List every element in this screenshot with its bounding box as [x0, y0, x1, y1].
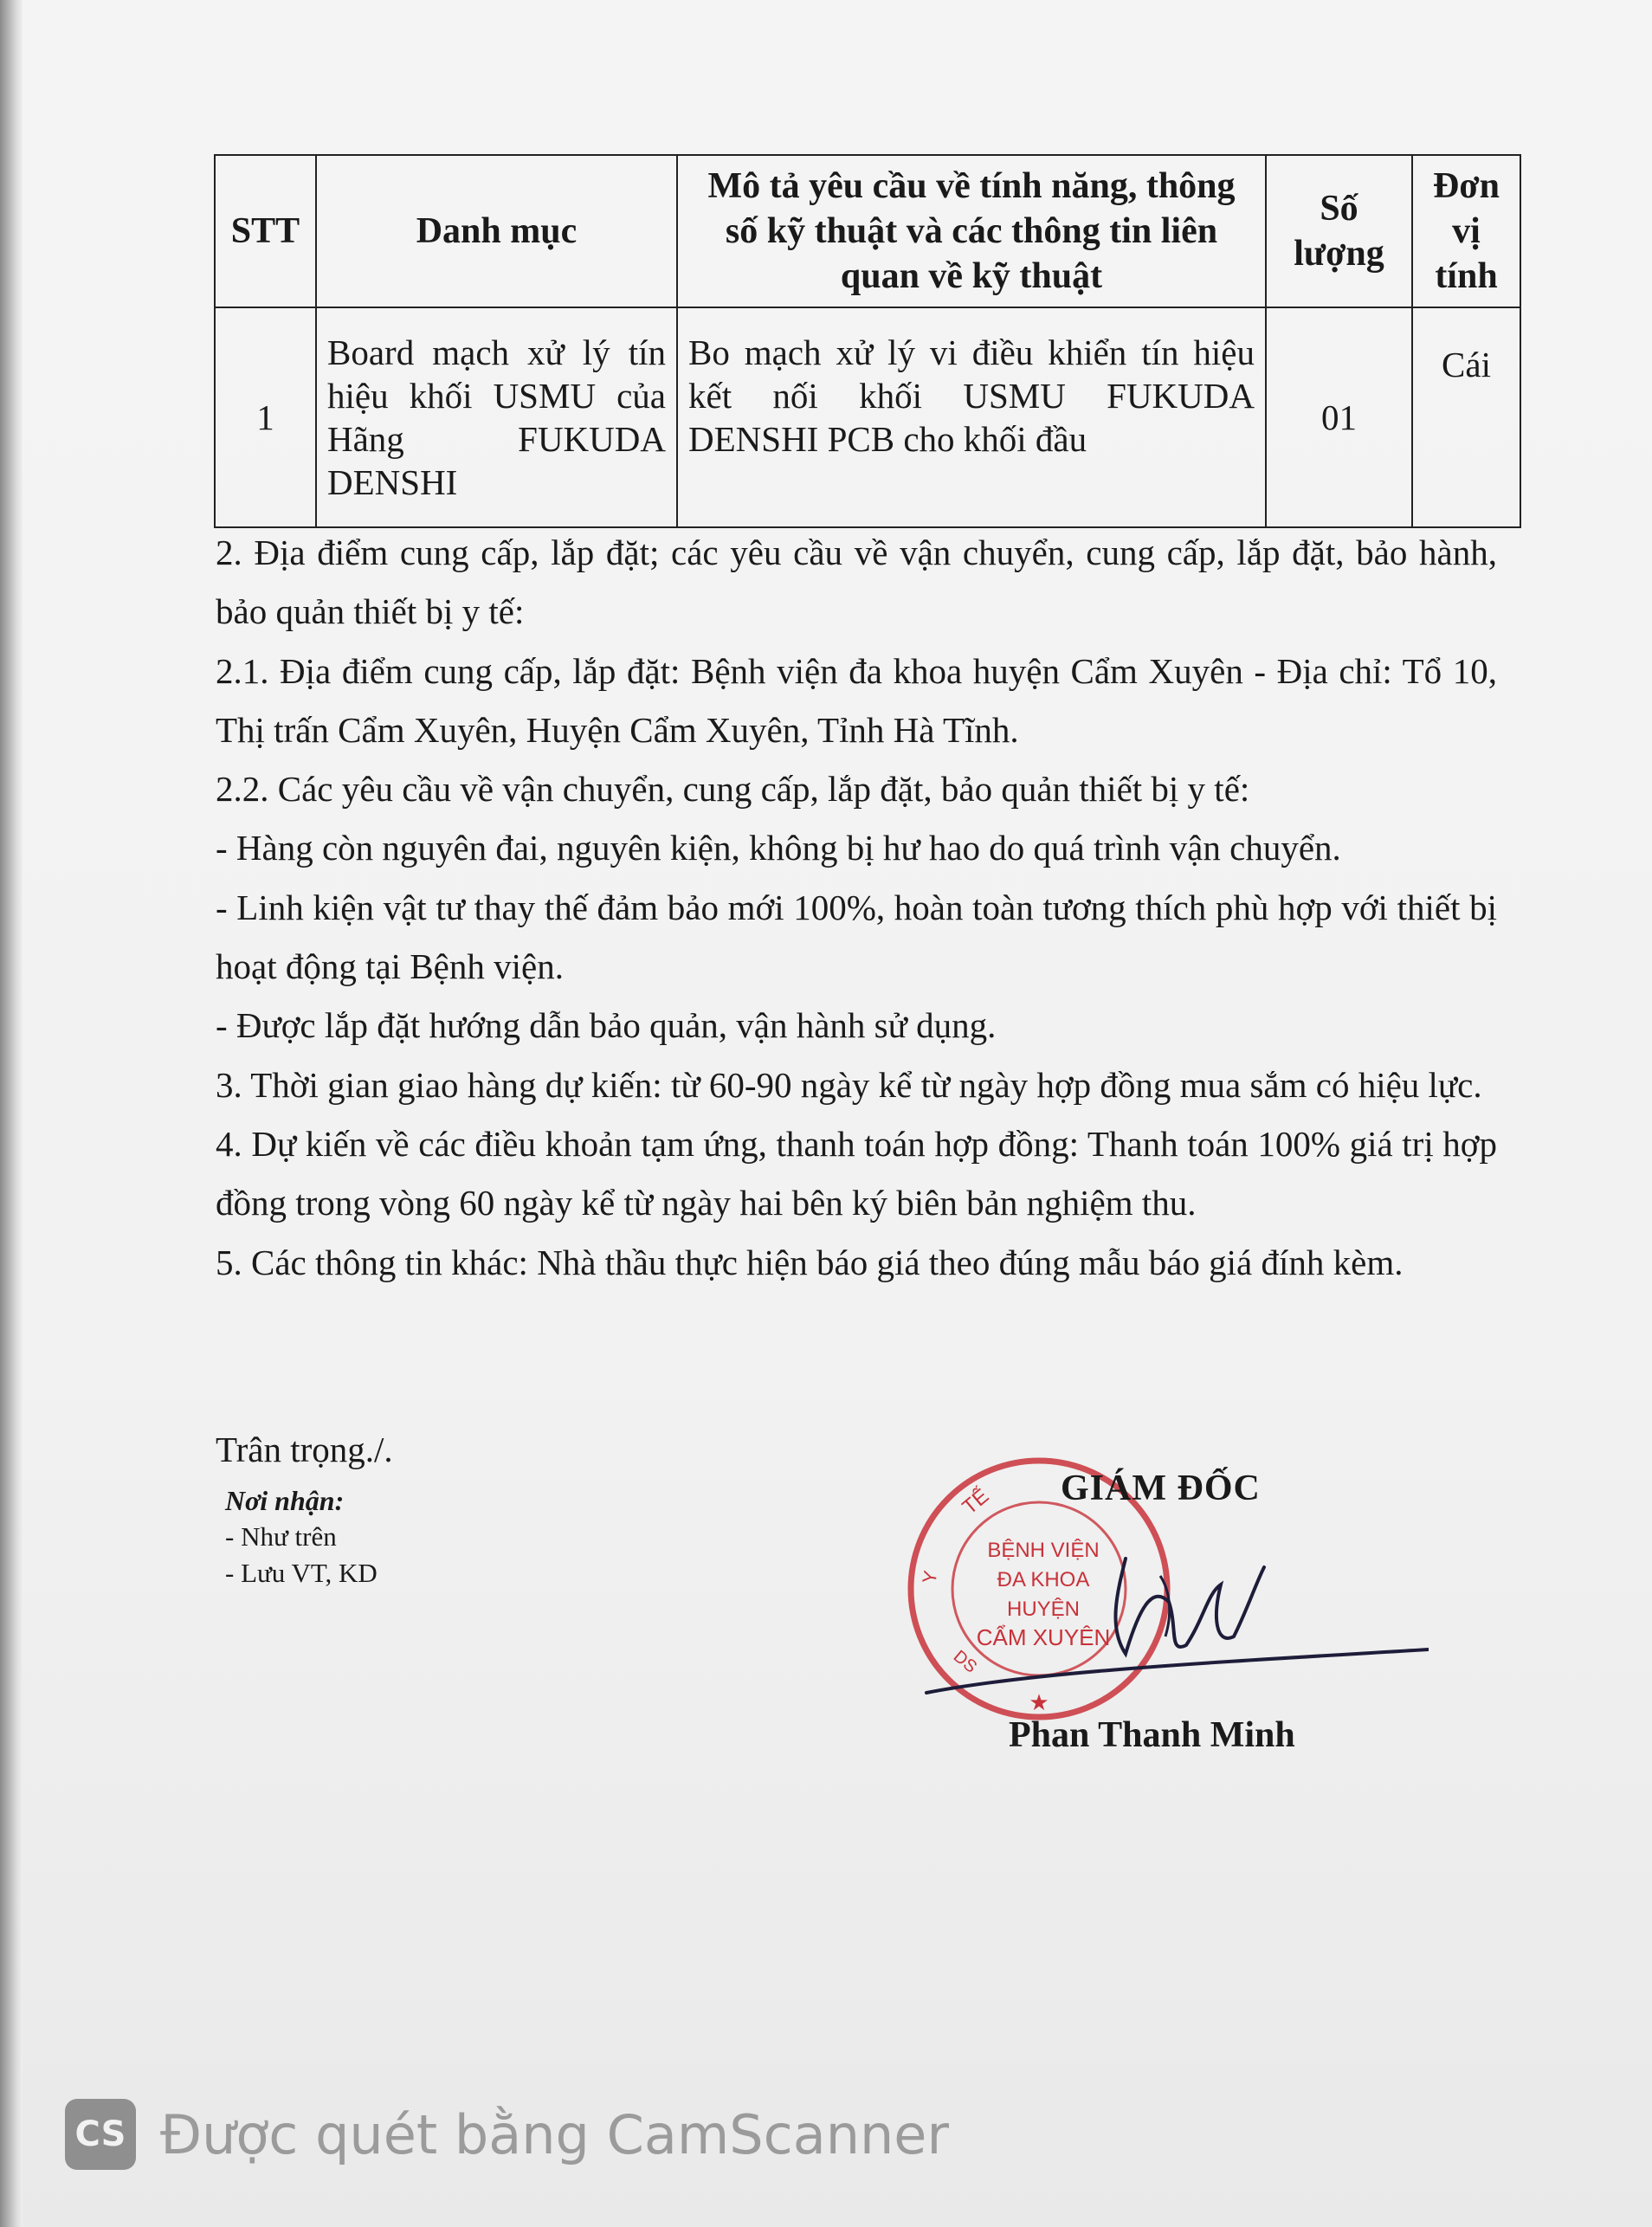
requirement-item: - Linh kiện vật tư thay thế đảm bảo mới 100%, hoàn toàn tương thích phù hợp với thiết bị hoạt động tại Bệnh viện.	[216, 887, 1497, 987]
seal-line-2: ĐA KHOA	[997, 1568, 1090, 1591]
header-unit: Đơn vị tính	[1412, 155, 1520, 307]
director-title: GIÁM ĐỐC	[1061, 1469, 1261, 1508]
requirement-item: - Được lắp đặt hướng dẫn bảo quản, vận hành sử dụng.	[216, 1005, 997, 1046]
requirement-item: - Hàng còn nguyên đai, nguyên kiện, không bị hư hao do quá trình vận chuyển.	[216, 828, 1341, 868]
handwritten-signature	[909, 1507, 1429, 1706]
section-5: 5. Các thông tin khác: Nhà thầu thực hiện báo giá theo đúng mẫu báo giá đính kèm.	[216, 1242, 1404, 1282]
cell-quantity: 01	[1266, 307, 1412, 527]
cell-stt: 1	[215, 307, 316, 527]
seal-line-4: CẨM XUYÊN	[976, 1624, 1111, 1650]
header-description: Mô tả yêu cầu về tính năng, thông số kỹ thuật và các thông tin liên quan về kỹ thuật	[677, 155, 1266, 307]
svg-text:DS: DS	[949, 1646, 981, 1677]
header-category: Danh mục	[316, 155, 677, 307]
camscanner-watermark	[65, 2095, 949, 2173]
seal-line-3: HUYỆN	[1006, 1598, 1081, 1621]
section-2-1: 2.1. Địa điểm cung cấp, lắp đặt: Bệnh viện đa khoa huyện Cẩm Xuyên - Địa chỉ: Tổ 10, Thị trấn Cẩm Xuyên, Huyện Cẩm Xuyên, Tỉnh Hà Tĩnh.	[216, 650, 1497, 750]
body-text	[216, 523, 1497, 1292]
watermark-text: Được quét bằng CamScanner	[160, 2102, 949, 2166]
seal-line-1: BỆNH VIỆN	[987, 1539, 1100, 1562]
section-4: 4. Dự kiến về các điều khoản tạm ứng, thanh toán hợp đồng: Thanh toán 100% giá trị hợp đồng trong vòng 60 ngày kể từ ngày hai bên ký biên bản nghiệm thu.	[216, 1123, 1497, 1223]
table-row	[215, 307, 1520, 527]
cell-category: Board mạch xử lý tín hiệu khối USMU của Hãng FUKUDA DENSHI	[316, 307, 677, 527]
camscanner-logo-icon: CS	[65, 2099, 136, 2170]
svg-text:★: ★	[1029, 1690, 1049, 1716]
header-quantity: Số lượng	[1266, 155, 1412, 307]
table-header-row	[215, 155, 1520, 307]
section-2-2: 2.2. Các yêu cầu về vận chuyển, cung cấp, lắp đặt, bảo quản thiết bị y tế:	[216, 769, 1250, 810]
signer-name: Phan Thanh Minh	[1009, 1715, 1295, 1755]
section-2-heading: 2. Địa điểm cung cấp, lắp đặt; các yêu cầu về vận chuyển, cung cấp, lắp đặt, bảo hành, bảo quản thiết bị y tế:	[216, 533, 1497, 632]
svg-text:TẾ: TẾ	[958, 1484, 994, 1520]
recipients-block	[225, 1482, 378, 1591]
recipients-label: Nơi nhận:	[225, 1485, 345, 1516]
requirements-table	[214, 154, 1521, 528]
section-3: 3. Thời gian giao hàng dự kiến: từ 60-90 ngày kể từ ngày hợp đồng mua sắm có hiệu lực.	[216, 1064, 1482, 1105]
page-edge-shadow	[0, 0, 23, 2227]
closing-regards: Trân trọng./.	[216, 1430, 393, 1469]
svg-text:Y: Y	[918, 1569, 942, 1585]
recipient-item: - Như trên	[225, 1521, 337, 1552]
header-stt: STT	[215, 155, 316, 307]
cell-description: Bo mạch xử lý vi điều khiển tín hiệu kết nối khối USMU FUKUDA DENSHI PCB cho khối đầu	[677, 307, 1266, 527]
cell-unit: Cái	[1412, 307, 1520, 527]
recipient-item: - Lưu VT, KD	[225, 1558, 378, 1588]
